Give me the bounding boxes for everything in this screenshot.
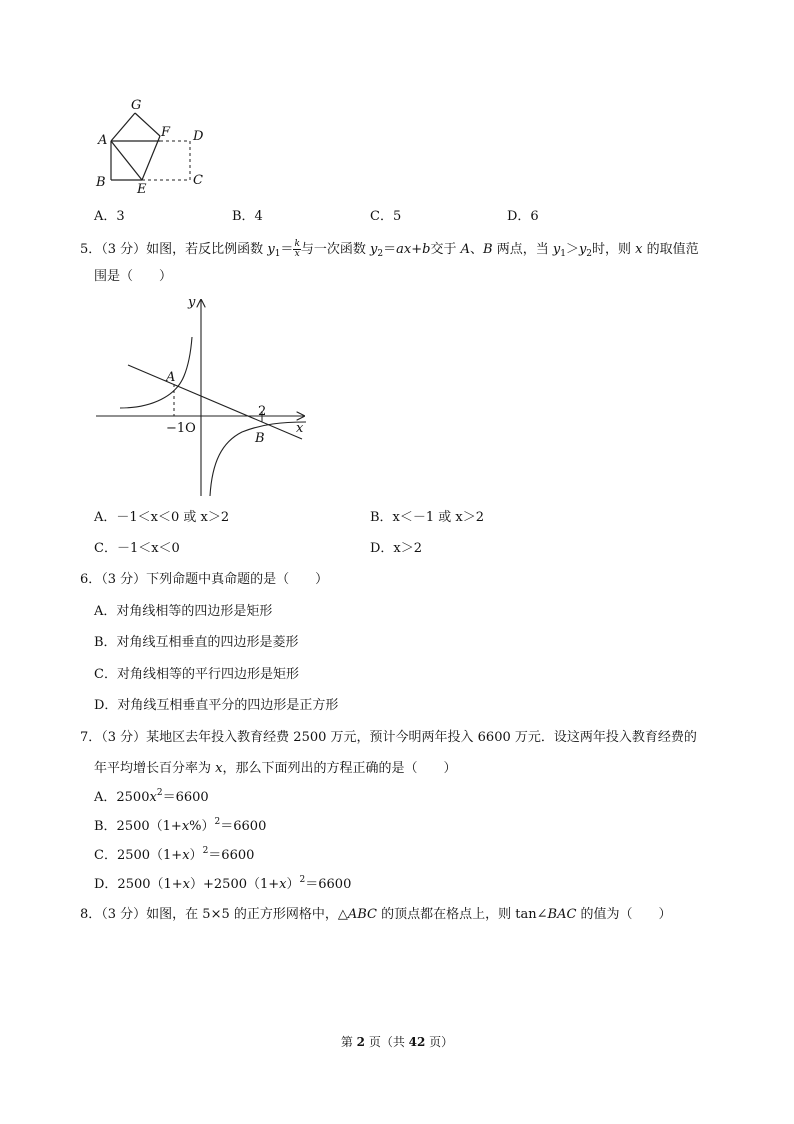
label-x: x bbox=[296, 421, 304, 436]
q7-option-b[interactable]: B．$2500(1+x\%)^2=6600$ bbox=[94, 817, 267, 834]
label-b: B bbox=[96, 175, 106, 190]
hyperbola-branch-left bbox=[120, 337, 192, 408]
fraction-k-over-x: $\frac{k}{x}$ bbox=[294, 239, 300, 259]
label-y: y bbox=[188, 295, 196, 310]
page-total: 42 bbox=[408, 1035, 426, 1049]
q5-option-b[interactable]: B．x＜－1 或 x＞2 bbox=[370, 510, 485, 525]
q4-option-b[interactable]: B．4 bbox=[232, 209, 263, 224]
page-number: 2 bbox=[356, 1035, 365, 1049]
q6-option-c[interactable]: C．对角线相等的平行四边形是矩形 bbox=[94, 667, 299, 682]
q4-option-c[interactable]: C．5 bbox=[370, 209, 402, 224]
q7-option-c[interactable]: C．$2500(1+x)^2=6600$ bbox=[94, 846, 255, 863]
q7-stem-line2: 年平均增长百分率为 x，那么下面列出的方程正确的是（ ） bbox=[94, 761, 457, 776]
q5-option-a[interactable]: A．－1＜x＜0 或 x＞2 bbox=[94, 510, 230, 525]
label-e: E bbox=[137, 182, 147, 197]
label-point-a: A bbox=[166, 370, 176, 385]
q6-option-a[interactable]: A．对角线相等的四边形是矩形 bbox=[94, 604, 273, 619]
q7-stem-line1: 7．（3 分）某地区去年投入教育经费 2500 万元，预计今明两年投入 6600 万元．设这两年投入教育经费的 bbox=[80, 730, 697, 745]
label-g: G bbox=[131, 98, 142, 113]
q5-stem-line1: 5．（3 分）如图，若反比例函数 $y_1=$ $\frac{k}{x}$ 与一次函数 $y_2=ax+b$交于 A、B 两点，当 $y_1>y_2$时，则 x 的取值范 bbox=[80, 239, 699, 259]
q6-option-b[interactable]: B．对角线互相垂直的四边形是菱形 bbox=[94, 635, 299, 650]
q4-option-d[interactable]: D．6 bbox=[507, 209, 539, 224]
label-neg1-origin: −1O bbox=[166, 421, 196, 436]
q5-option-d[interactable]: D．x＞2 bbox=[370, 541, 423, 556]
q7-option-d[interactable]: D．$2500(1+x)+2500(1+x)^2=6600$ bbox=[94, 875, 352, 892]
label-f: F bbox=[161, 125, 171, 140]
q6-option-d[interactable]: D．对角线互相垂直平分的四边形是正方形 bbox=[94, 698, 339, 713]
q5-stem-line2: 围是（ ） bbox=[94, 269, 173, 284]
q8-stem: 8．（3 分）如图，在 5×5 的正方形网格中，△ABC 的顶点都在格点上，则 tan∠BAC 的值为（ ） bbox=[80, 907, 672, 922]
figure-square-pentagon bbox=[90, 96, 220, 200]
q6-stem: 6．（3 分）下列命题中真命题的是（ ） bbox=[80, 572, 329, 587]
q7-option-a[interactable]: A．$2500x^2=6600$ bbox=[94, 788, 209, 805]
label-d: D bbox=[193, 129, 204, 144]
label-two: 2 bbox=[258, 404, 267, 419]
q5-option-c[interactable]: C．－1＜x＜0 bbox=[94, 541, 180, 556]
page-footer: 第 2 页（共 42 页） bbox=[340, 1035, 454, 1049]
label-a: A bbox=[98, 133, 108, 148]
q4-option-a[interactable]: A．3 bbox=[94, 209, 125, 224]
q5-graph bbox=[92, 292, 314, 500]
label-point-b: B bbox=[255, 431, 265, 446]
label-c: C bbox=[193, 173, 203, 188]
